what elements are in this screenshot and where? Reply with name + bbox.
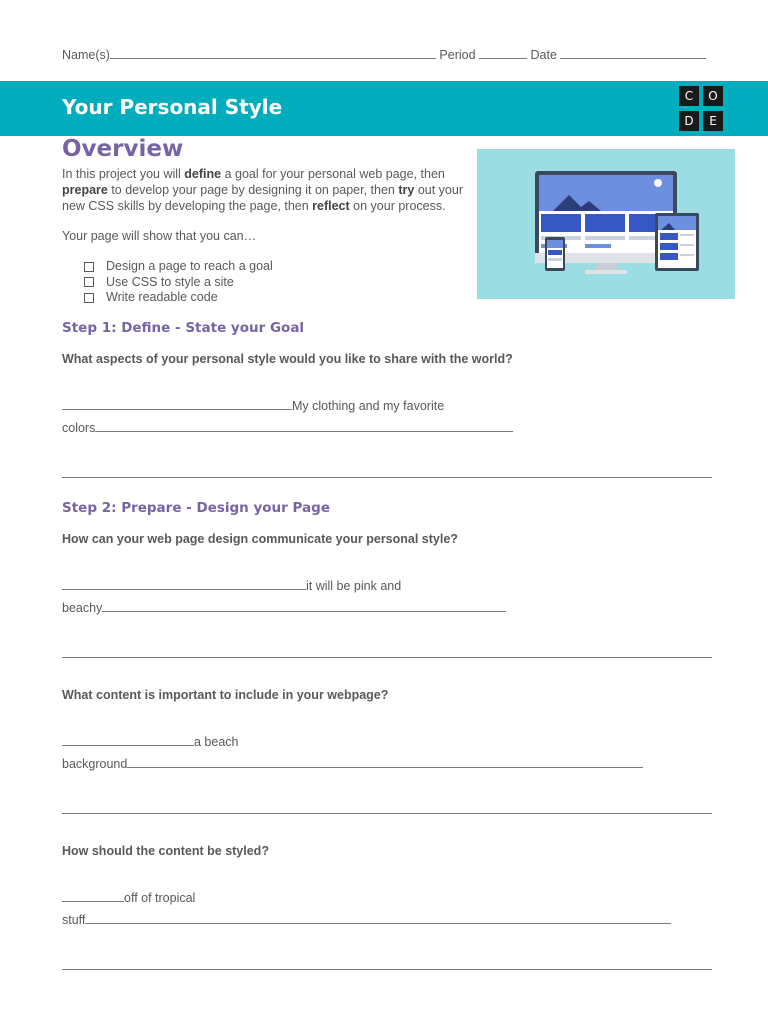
content-answer-line2[interactable]: background — [62, 755, 643, 771]
logo-letter: C — [679, 86, 699, 106]
period-blank[interactable] — [479, 46, 527, 59]
names-label: Name(s) — [62, 48, 110, 62]
step2-question-style: How should the content be styled? — [62, 844, 269, 858]
header-fields — [62, 46, 706, 62]
skills-intro: Your page will show that you can… — [62, 229, 257, 243]
content-answer-line1[interactable]: a beach — [62, 733, 238, 749]
skills-checklist — [84, 259, 273, 306]
step1-question: What aspects of your personal style would you like to share with the world? — [62, 352, 513, 366]
checklist-item[interactable]: Use CSS to style a site — [84, 275, 273, 291]
checklist-item[interactable]: Write readable code — [84, 290, 273, 306]
checkbox-icon[interactable] — [84, 277, 94, 287]
step1-answer-line3[interactable] — [62, 477, 712, 478]
checkbox-icon[interactable] — [84, 293, 94, 303]
step2-question-design: How can your web page design communicate your personal style? — [62, 532, 458, 546]
date-blank[interactable] — [560, 46, 706, 59]
devices-icon — [477, 149, 735, 299]
define-keyword: define — [184, 167, 222, 181]
style-answer-line2[interactable]: stuff — [62, 911, 671, 927]
responsive-devices-illustration — [477, 149, 735, 299]
step1-heading: Step 1: Define - State your Goal — [62, 320, 305, 336]
step2-heading: Step 2: Prepare - Design your Page — [62, 500, 330, 516]
logo-letter: E — [703, 111, 723, 131]
prepare-keyword: prepare — [62, 183, 108, 197]
content-answer-line3[interactable] — [62, 813, 712, 814]
style-answer-line3[interactable] — [62, 969, 712, 970]
overview-intro: In this project you will define a goal for your personal web page, then prepare to develop your page by designing it on paper, then try out your new CSS skills by developing the page, then reflect on your process. — [62, 167, 463, 213]
try-keyword: try — [398, 183, 415, 197]
logo-letter: D — [679, 111, 699, 131]
design-answer-line2[interactable]: beachy — [62, 599, 506, 615]
design-answer-line3[interactable] — [62, 657, 712, 658]
step1-answer-line1[interactable]: My clothing and my favorite — [62, 397, 444, 413]
reflect-keyword: reflect — [312, 199, 350, 213]
checklist-item[interactable]: Design a page to reach a goal — [84, 259, 273, 275]
style-answer-line1[interactable]: off of tropical — [62, 889, 195, 905]
date-label: Date — [530, 48, 557, 62]
checkbox-icon[interactable] — [84, 262, 94, 272]
names-blank[interactable] — [110, 46, 436, 59]
code-logo — [679, 86, 723, 131]
overview-heading: Overview — [62, 136, 184, 162]
step2-question-content: What content is important to include in your webpage? — [62, 688, 389, 702]
step1-answer-line2[interactable]: colors — [62, 419, 513, 435]
period-label: Period — [439, 48, 476, 62]
page-title: Your Personal Style — [62, 95, 283, 119]
logo-letter: O — [703, 86, 723, 106]
design-answer-line1[interactable]: it will be pink and — [62, 577, 401, 593]
